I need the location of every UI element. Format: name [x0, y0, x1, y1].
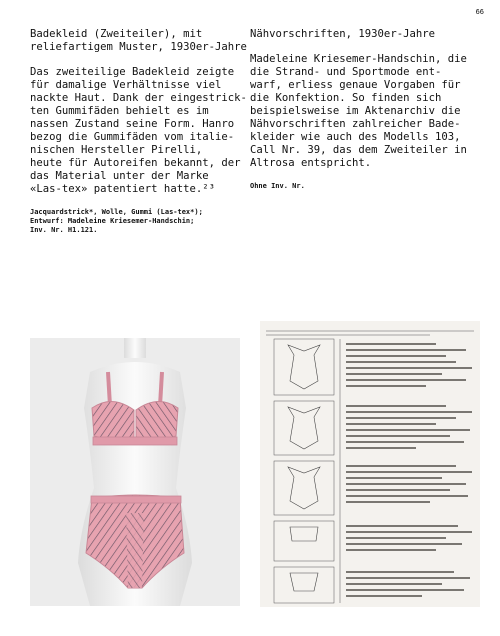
body-line: für damalige Verhältnisse viel [30, 79, 222, 91]
heading-line: Nähvorschriften, 1930er-Jahre [250, 28, 435, 40]
left-body-text [30, 66, 248, 196]
caption-line: Ohne Inv. Nr. [250, 182, 305, 190]
body-line: heute für Autoreifen bekannt, der [30, 157, 241, 169]
right-caption [250, 182, 468, 191]
body-line: das Material unter der Marke [30, 170, 209, 182]
right-heading [250, 28, 468, 41]
heading-line: Badekleid (Zweiteiler), mit [30, 28, 203, 40]
sewing-instructions-document-icon [260, 321, 480, 607]
left-column [30, 28, 248, 235]
caption-line: Jacquardstrick*, Wolle, Gummi (Las-tex*); [30, 208, 203, 216]
caption-line: Entwurf: Madeleine Kriesemer-Handschin; [30, 217, 195, 225]
left-caption [30, 208, 248, 235]
body-line: die Konfektion. So finden sich [250, 92, 442, 104]
body-line: warf, erliess genaue Vorgaben für [250, 79, 461, 91]
sewing-instructions-photo [260, 321, 480, 607]
page-number: 66 [475, 8, 484, 16]
body-line: Nähvorschriften zahlreicher Bade- [250, 118, 461, 130]
body-line: Altrosa entspricht. [250, 157, 372, 169]
body-line: nischen Hersteller Pirelli, [30, 144, 203, 156]
body-line: bezog die Gummifäden vom italie- [30, 131, 235, 143]
body-line: kleider wie auch des Modells 103, [250, 131, 461, 143]
caption-line: Inv. Nr. H1.121. [30, 226, 98, 234]
right-column [250, 28, 468, 191]
swimsuit-on-mannequin-icon [30, 338, 240, 606]
heading-line: reliefartigem Muster, 1930er-Jahre [30, 41, 247, 53]
body-line: die Strand- und Sportmode ent- [250, 66, 442, 78]
swimsuit-photo [30, 338, 240, 606]
body-line: «Las-tex» patentiert hatte.²³ [30, 183, 215, 195]
body-line: Das zweiteilige Badekleid zeigte [30, 66, 235, 78]
body-line: Madeleine Kriesemer-Handschin, die [250, 53, 467, 65]
body-line: nackte Haut. Dank der eingestrick- [30, 92, 247, 104]
body-line: beispielsweise im Aktenarchiv die [250, 105, 461, 117]
body-line: ten Gummifäden behielt es im [30, 105, 209, 117]
left-heading [30, 28, 248, 54]
right-body-text [250, 53, 468, 170]
body-line: Call Nr. 39, das dem Zweiteiler in [250, 144, 467, 156]
body-line: nassen Zustand seine Form. Hanro [30, 118, 235, 130]
